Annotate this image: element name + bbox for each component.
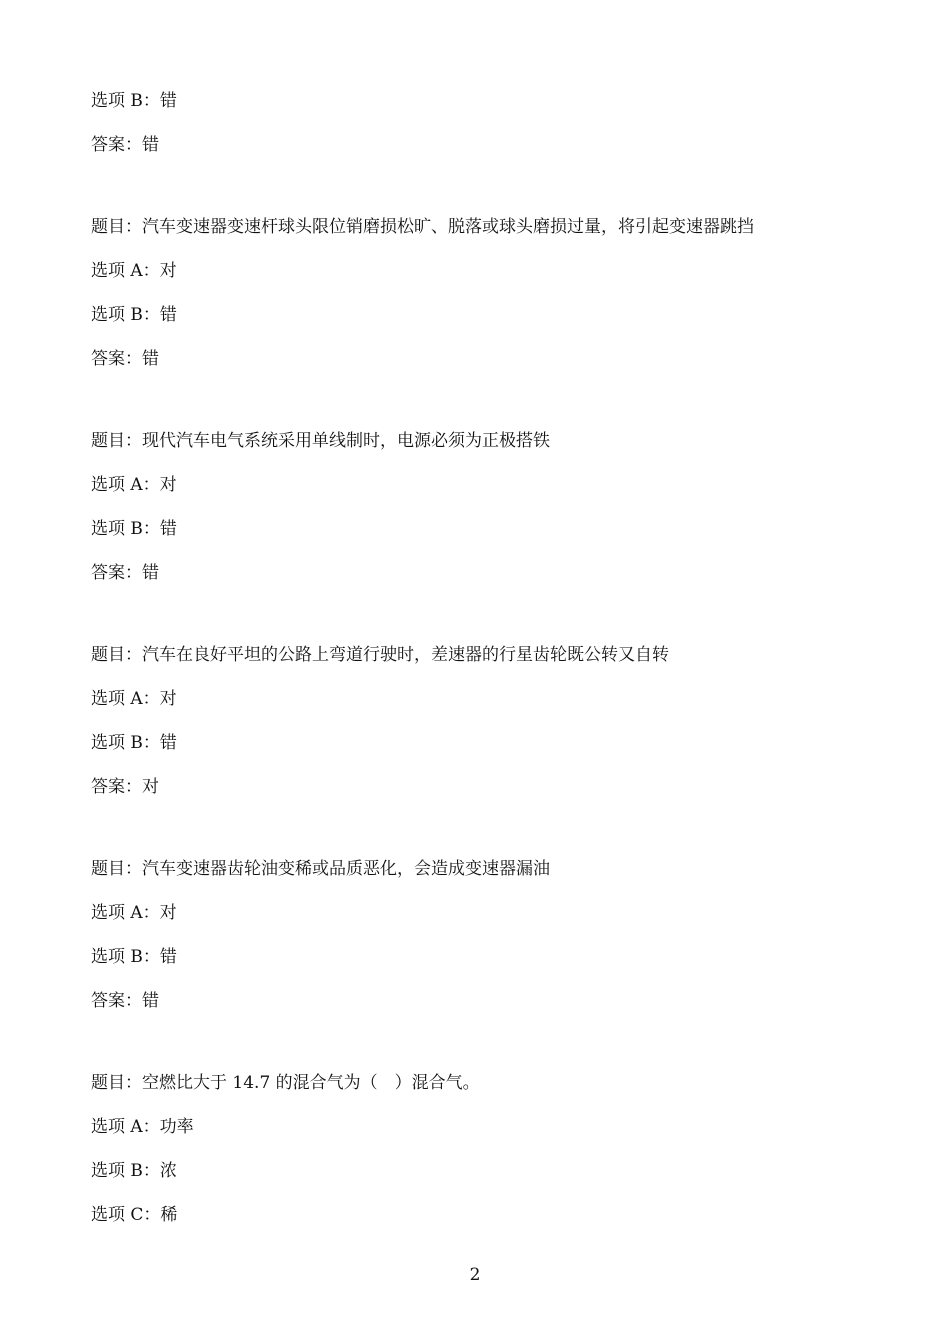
option-b-line: 选项 B：错	[91, 947, 177, 967]
answer-line: 答案：错	[91, 563, 159, 583]
option-a-line: 选项 A：对	[91, 261, 177, 281]
answer-line: 答案：错	[91, 135, 159, 155]
option-b-line: 选项 B：错	[91, 305, 177, 325]
question-line: 题目：现代汽车电气系统采用单线制时，电源必须为正极搭铁	[91, 431, 550, 451]
option-b-line: 选项 B：浓	[91, 1161, 177, 1181]
option-b-line: 选项 B：错	[91, 733, 177, 753]
option-a-line: 选项 A：功率	[91, 1117, 194, 1137]
option-a-line: 选项 A：对	[91, 903, 177, 923]
question-line: 题目：汽车在良好平坦的公路上弯道行驶时，差速器的行星齿轮既公转又自转	[91, 645, 669, 665]
answer-line: 答案：对	[91, 777, 159, 797]
option-b-line: 选项 B：错	[91, 91, 177, 111]
answer-line: 答案：错	[91, 991, 159, 1011]
option-a-line: 选项 A：对	[91, 475, 177, 495]
option-b-line: 选项 B：错	[91, 519, 177, 539]
page-number: 2	[469, 1265, 481, 1285]
question-line: 题目：汽车变速器齿轮油变稀或品质恶化，会造成变速器漏油	[91, 859, 550, 879]
option-a-line: 选项 A：对	[91, 689, 177, 709]
option-c-line: 选项 C：稀	[91, 1205, 178, 1225]
question-line: 题目：空燃比大于 14.7 的混合气为（ ）混合气。	[91, 1073, 480, 1093]
answer-line: 答案：错	[91, 349, 159, 369]
question-line: 题目：汽车变速器变速杆球头限位销磨损松旷、脱落或球头磨损过量，将引起变速器跳挡	[91, 217, 754, 237]
